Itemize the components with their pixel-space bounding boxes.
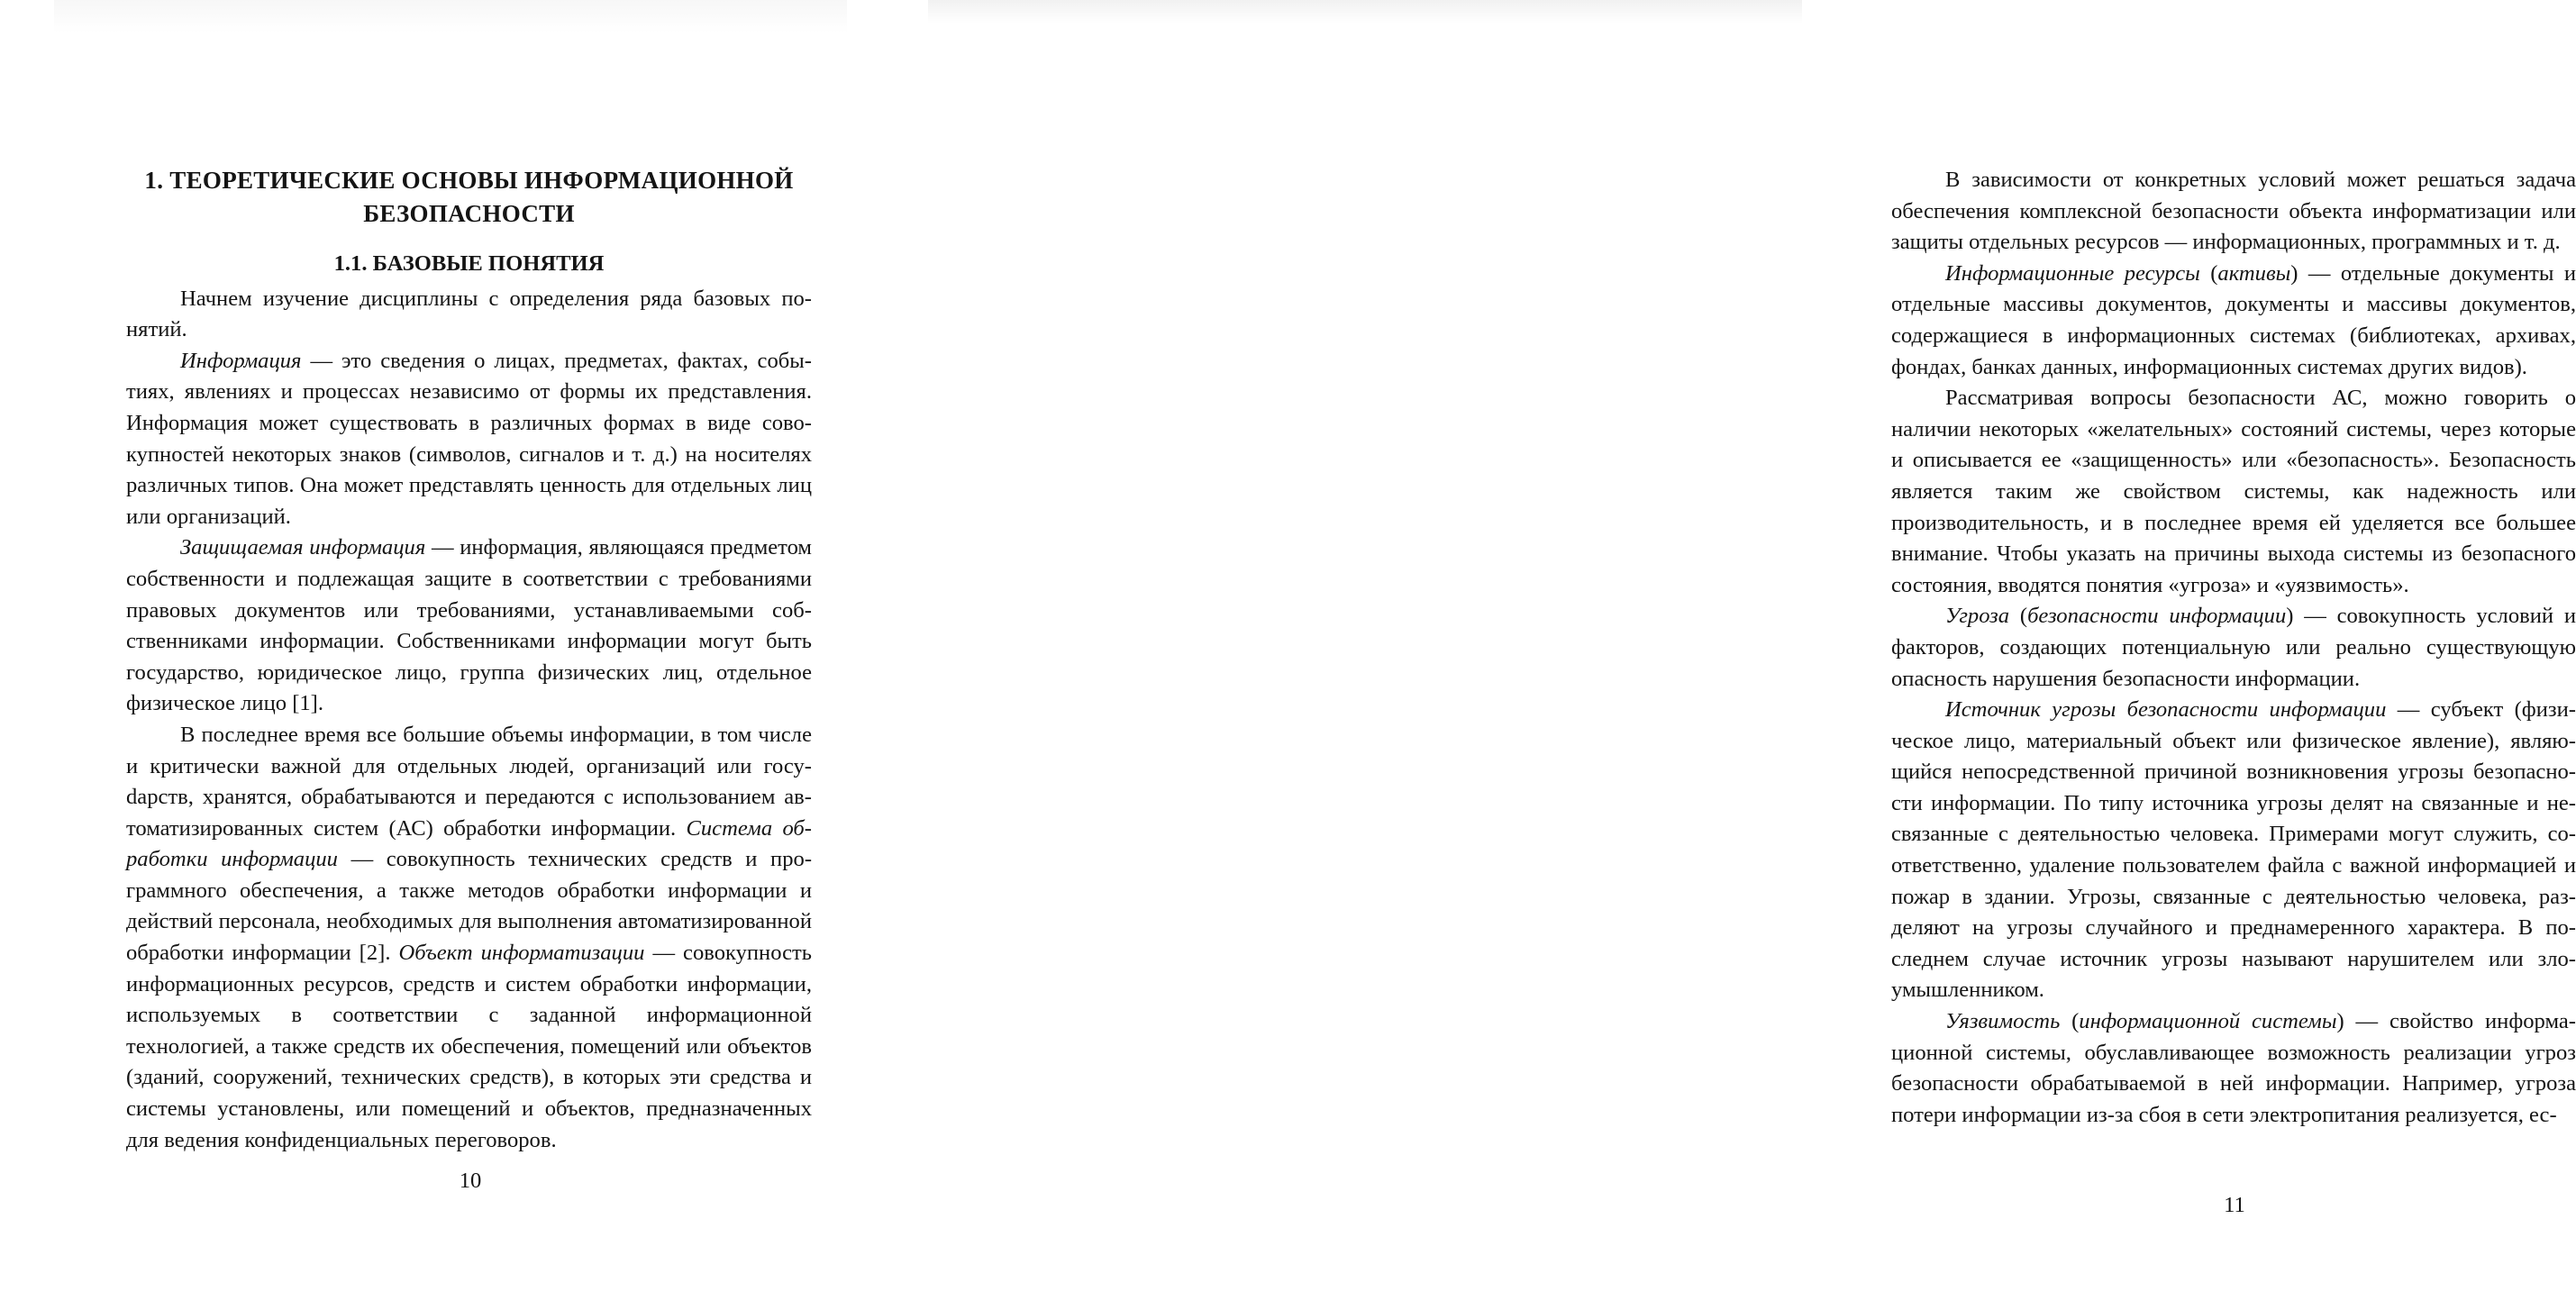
paragraph-automated-systems xyxy=(126,720,812,1156)
paragraph-security-task xyxy=(1891,165,2576,259)
paragraph-text: Рассматривая вопросы безопасности АС, можно говорить о наличии некоторых «желательных» состояний системы, через которые и описывается ее «защищенность» или «безопасность». Безопасность является таким же свойством системы, как надежность или производительность, и в последнее время ей уделяется все большее внимание. Чтобы указать на причины выхода системы из безопасного состояния, вводятся понятия «угроза» и «уязвимость». xyxy=(1891,386,2576,597)
paragraph-text: В зависимости от конкретных условий может решаться задача обеспечения комплексной безопасности объекта информатизации или защиты отдельных ресурсов — информационных, программных и т. д. xyxy=(1891,168,2576,255)
left-page xyxy=(0,0,901,1310)
paragraph-text: ) — совокупность условий и факторов, создающих потенциальную или реально существующую опасность нарушения безопасности информации. xyxy=(1891,604,2576,691)
paragraph-text: — это сведения о лицах, предметах, фактах, событиях, явлениях и процессах независимо от формы их представления. Информация может существовать в различных формах в виде совокупностей некоторых знаков (символов, сигналов и т. д.) на носителях различных типов. Она может представлять ценность для отдельных лиц или организаций. xyxy=(126,348,812,529)
page-edge-shadow xyxy=(54,0,847,32)
page-number: 11 xyxy=(2224,1193,2245,1217)
paragraph-text: ) — свойство информационной системы, обуславливающее возможность реализации угроз безопасности обрабатываемой в ней информации. Например, угроза потери информации из-за сбоя в сети электропитания реализуется, ес- xyxy=(1891,1009,2576,1127)
paragraph-information-resources xyxy=(1891,259,2576,383)
defined-term: Уязвимость xyxy=(1945,1009,2061,1034)
paragraph-text: ( xyxy=(2060,1009,2080,1034)
defined-term: безопасности информации xyxy=(2027,604,2287,629)
paragraph-text: ( xyxy=(2199,260,2218,286)
paragraph-vulnerability xyxy=(1891,1006,2576,1131)
defined-term: Информационные ресурсы xyxy=(1945,260,2200,286)
defined-term: информационной системы xyxy=(2079,1009,2337,1034)
chapter-title: 1. ТЕОРЕТИЧЕСКИЕ ОСНОВЫ ИНФОРМАЦИОННОЙ БЕЗОПАСНОСТИ xyxy=(144,167,794,227)
paragraph-text: ) — отдельные документы и отдельные массивы документов, документы и массивы документов, содержащиеся в информационных системах (библиотеках, архивах, фондах, банках данных, информационных системах других видов). xyxy=(1891,260,2576,379)
right-page-text-column xyxy=(1891,165,2576,1131)
paragraph-text: — информация, являющаяся предметом собственности и подлежащая защите в соответствии с требованиями правовых документов или требованиями, устанавливаемыми собственниками информации. Собственниками информации могут быть государство, юридическое лицо, группа физических лиц, отдельное физическое лицо [1]. xyxy=(126,535,812,716)
defined-term: активы xyxy=(2217,260,2291,286)
paragraph-text: Начнем изучение дисциплины с определения ряда базовых понятий. xyxy=(126,286,812,342)
paragraph-security-states xyxy=(1891,383,2576,601)
page-edge-shadow xyxy=(928,0,1802,23)
defined-term: Информация xyxy=(180,348,302,373)
left-page-text-column xyxy=(126,164,812,1156)
paragraph-text: В последнее время все большие объемы информации, в том числе и критически важной для отдельных людей, организаций или госуdарств, хранятся, обрабатываются и передаются с использованием автоматизированных систем (АС) обработки информации. xyxy=(126,722,812,841)
paragraph-threat-definition xyxy=(1891,601,2576,695)
paragraph-text: — субъект (физическое лицо, материальный объект или физическое явление), являющийся непосредственной причиной возникновения угрозы безопасности информации. По типу источника угрозы делят на связанные и несвязанные с деятельностью человека. Примерами могут служить, соответственно, удаление пользователем файла с важной информацией и пожар в здании. Угрозы, связанные с деятельностью человека, разделяют на угрозы случайного и преднамеренного характера. В последнем случае источник угрозы называют нарушителем или злоумышленником. xyxy=(1891,697,2576,1003)
paragraph-text: ( xyxy=(2009,604,2028,629)
paragraph-protected-information xyxy=(126,532,812,720)
defined-term: Защищаемая информация xyxy=(180,535,426,560)
paragraph-information-definition xyxy=(126,346,812,533)
defined-term: Система обработки информации xyxy=(126,815,812,872)
right-page xyxy=(901,0,2576,1310)
defined-term: Объект информатизации xyxy=(398,941,645,966)
page-number: 10 xyxy=(459,1169,482,1193)
paragraph-text: — совокупность технических средств и программного обеспечения, а также методов обработки информации и действий персонала, необходимых для выполнения автоматизированной обработки информации [2]. xyxy=(126,847,813,966)
paragraph-threat-source xyxy=(1891,695,2576,1006)
paragraph-text: — совокупность информационных ресурсов, средств и систем обработки информации, используемых в соответствии с заданной информационной технологией, а также средств их обеспечения, помещений или объектов (зданий, сооружений, технических средств), в которых эти средства и системы установлены, или помещений и объектов, предназначенных для ведения конфиденциальных переговоров. xyxy=(126,941,813,1152)
paragraph-intro xyxy=(126,284,812,346)
defined-term: Источник угрозы безопасности информации xyxy=(1945,697,2387,723)
section-title: 1.1. БАЗОВЫЕ ПОНЯТИЯ xyxy=(333,251,605,276)
defined-term: Угроза xyxy=(1945,604,2010,629)
